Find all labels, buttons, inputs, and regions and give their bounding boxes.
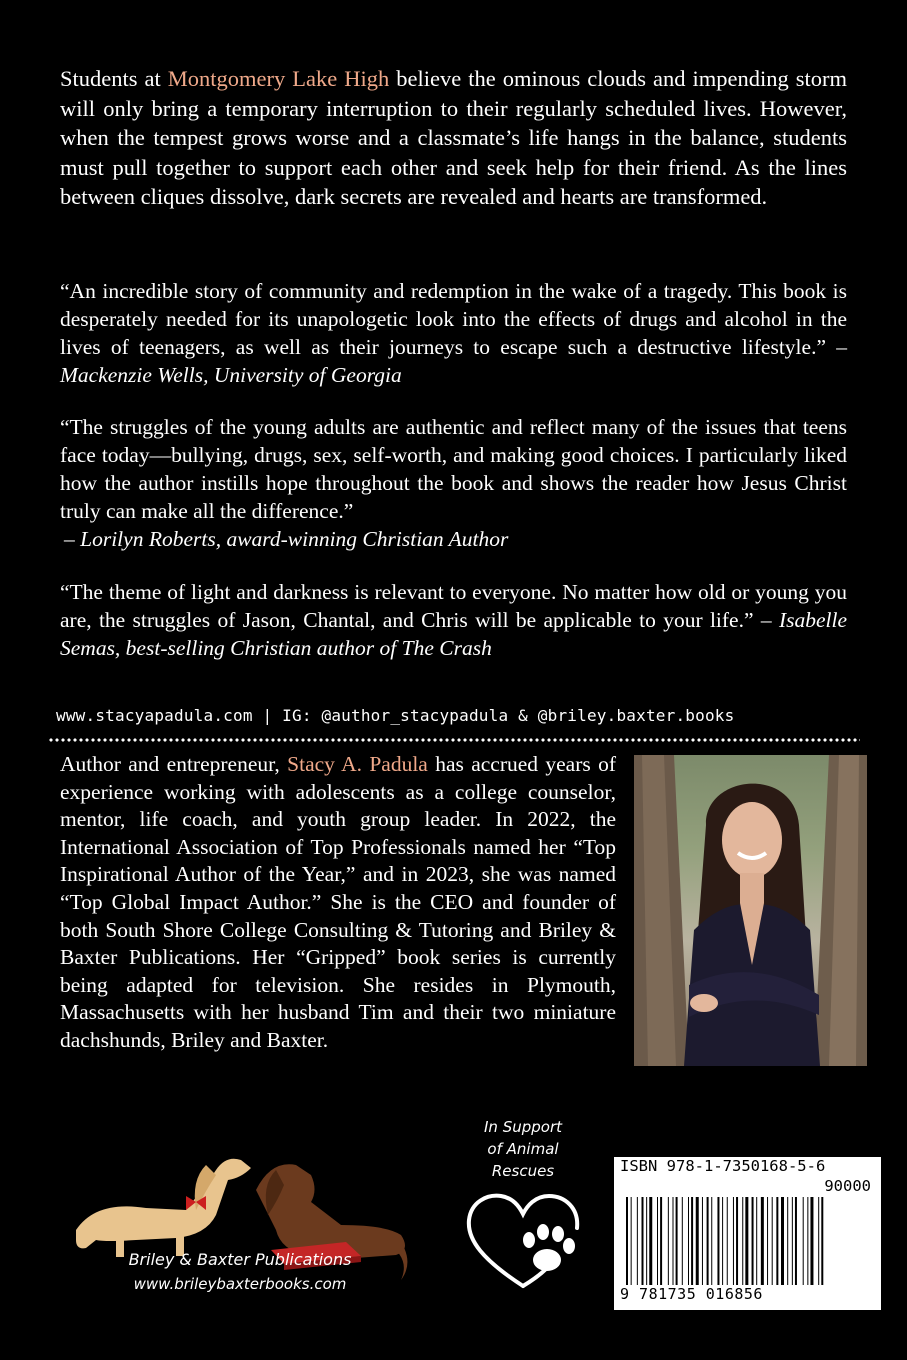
- barcode-bar: [781, 1197, 784, 1285]
- support-line-2: of Animal: [487, 1140, 559, 1158]
- barcode-bar: [631, 1197, 632, 1285]
- publisher-name: Briley & Baxter Publications: [128, 1250, 352, 1269]
- review-quote-2-attribution: – Lorilyn Roberts, award-winning Christian Author: [64, 527, 509, 551]
- barcode-bar: [702, 1197, 703, 1285]
- barcode-bar: [691, 1197, 693, 1285]
- barcode-bar: [660, 1197, 662, 1285]
- barcode-bar: [803, 1197, 804, 1285]
- blurb-text-end: believe the ominous clouds and impending storm will only bring a temporary interruption to their regularly scheduled lives. However, when the tempest grows worse and a classmate’s life hangs in the balance, students must pull together to support each other and seek help for their friend. As the lines between cliques dissolve, dark secrets are revealed and hearts are transformed.: [60, 66, 847, 209]
- review-quote-1-attribution: Mackenzie Wells, University of Georgia: [60, 363, 402, 387]
- review-quote-2-text: “The struggles of the young adults are authentic and reflect many of the issues that teens face today—bullying, drugs, sex, self-worth, and making good choices. I particularly liked how the author instills hope throughout the book and shows the reader how Jesus Christ truly can make all the difference.”: [60, 415, 847, 523]
- barcode-bar: [727, 1197, 728, 1285]
- barcode-bar: [767, 1197, 768, 1285]
- bio-text-end: has accrued years of experience working with adolescents as a college counselor, mentor, life coach, and youth group leader. In 2022, the International Association of Top Professionals named her “Top Inspirational Author of the Year,” and in 2023, she was named “Top Global Impact Author.” She is the CEO and founder of both South Shore College Consulting & Tutoring and Briley & Baxter Publications. Her “Gripped” book series is currently being adapted for television. She resides in Plymouth, Massachusetts with her husband Tim and their two miniature dachshunds, Briley and Baxter.: [60, 752, 617, 1052]
- blurb-text-start: Students at: [60, 66, 168, 91]
- barcode-bar: [626, 1197, 628, 1285]
- barcode-bar: [707, 1197, 709, 1285]
- price-code: 90000: [824, 1177, 871, 1195]
- barcode-bar: [673, 1197, 674, 1285]
- barcode-bar: [688, 1197, 689, 1285]
- barcode-bar: [787, 1197, 788, 1285]
- barcode-bar: [642, 1197, 644, 1285]
- review-quote-3-attribution: Isabelle Semas, best-selling Christian author of The Crash: [60, 608, 847, 660]
- barcode-bar: [668, 1197, 669, 1285]
- barcode-bar: [676, 1197, 678, 1285]
- barcode-bar: [637, 1197, 638, 1285]
- support-line-3: Rescues: [491, 1162, 555, 1180]
- ean-number: 9 781735 016856: [620, 1285, 763, 1303]
- school-name: Montgomery Lake High: [167, 66, 390, 91]
- barcode-bar: [733, 1197, 734, 1285]
- review-quote-1-text: “An incredible story of community and redemption in the wake of a tragedy. This book is desperately needed for its unapologetic look into the effects of drugs and alcohol in the lives of teenagers, as well as their journeys to escape such a destructive lifestyle.” –: [60, 279, 847, 359]
- barcode-bar: [646, 1197, 647, 1285]
- author-links[interactable]: www.stacyapadula.com | IG: @author_stacypadula & @briley.baxter.books: [56, 706, 735, 725]
- barcode-bar: [752, 1197, 754, 1285]
- barcode-bar: [682, 1197, 683, 1285]
- barcode-bar: [717, 1197, 719, 1285]
- review-quote-3-text: “The theme of light and darkness is relevant to everyone. No matter how old or young you are, the struggles of Jason, Chantal, and Chris will be applicable to your life.” –: [60, 580, 847, 632]
- barcode-bar: [818, 1197, 819, 1285]
- review-quote-2: [60, 413, 847, 553]
- heart-paw-icon: [463, 1190, 585, 1292]
- barcode-bar: [772, 1197, 773, 1285]
- barcode-bar: [696, 1197, 699, 1285]
- author-bio: [60, 751, 616, 1055]
- back-cover-blurb: [60, 64, 847, 212]
- bio-text-start: Author and entrepreneur,: [60, 752, 288, 776]
- support-line-1: In Support: [484, 1118, 562, 1136]
- dotted-divider: [48, 738, 860, 742]
- publisher-url[interactable]: www.brileybaxterbooks.com: [133, 1275, 347, 1293]
- barcode-bar: [795, 1197, 797, 1285]
- isbn-number: ISBN 978-1-7350168-5-6: [620, 1157, 826, 1175]
- isbn-barcode: [614, 1157, 881, 1310]
- review-quote-1: [60, 277, 847, 389]
- barcode-bar: [792, 1197, 793, 1285]
- author-name: Stacy A. Padula: [287, 752, 428, 776]
- animal-rescue-support: [453, 1116, 593, 1182]
- barcode-bar: [745, 1197, 748, 1285]
- barcode-bar: [742, 1197, 743, 1285]
- barcode-bar: [761, 1197, 764, 1285]
- barcode-bar: [649, 1197, 652, 1285]
- barcode-bar: [736, 1197, 738, 1285]
- barcode-bar: [756, 1197, 757, 1285]
- barcode-bar: [810, 1197, 813, 1285]
- barcode-bar: [776, 1197, 778, 1285]
- author-photo: [634, 755, 867, 1066]
- barcode-bar: [821, 1197, 823, 1285]
- barcode-bar: [711, 1197, 712, 1285]
- barcode-bars: [626, 1197, 871, 1285]
- barcode-bar: [807, 1197, 808, 1285]
- review-quote-3: [60, 578, 847, 662]
- barcode-bar: [657, 1197, 658, 1285]
- barcode-bar: [722, 1197, 723, 1285]
